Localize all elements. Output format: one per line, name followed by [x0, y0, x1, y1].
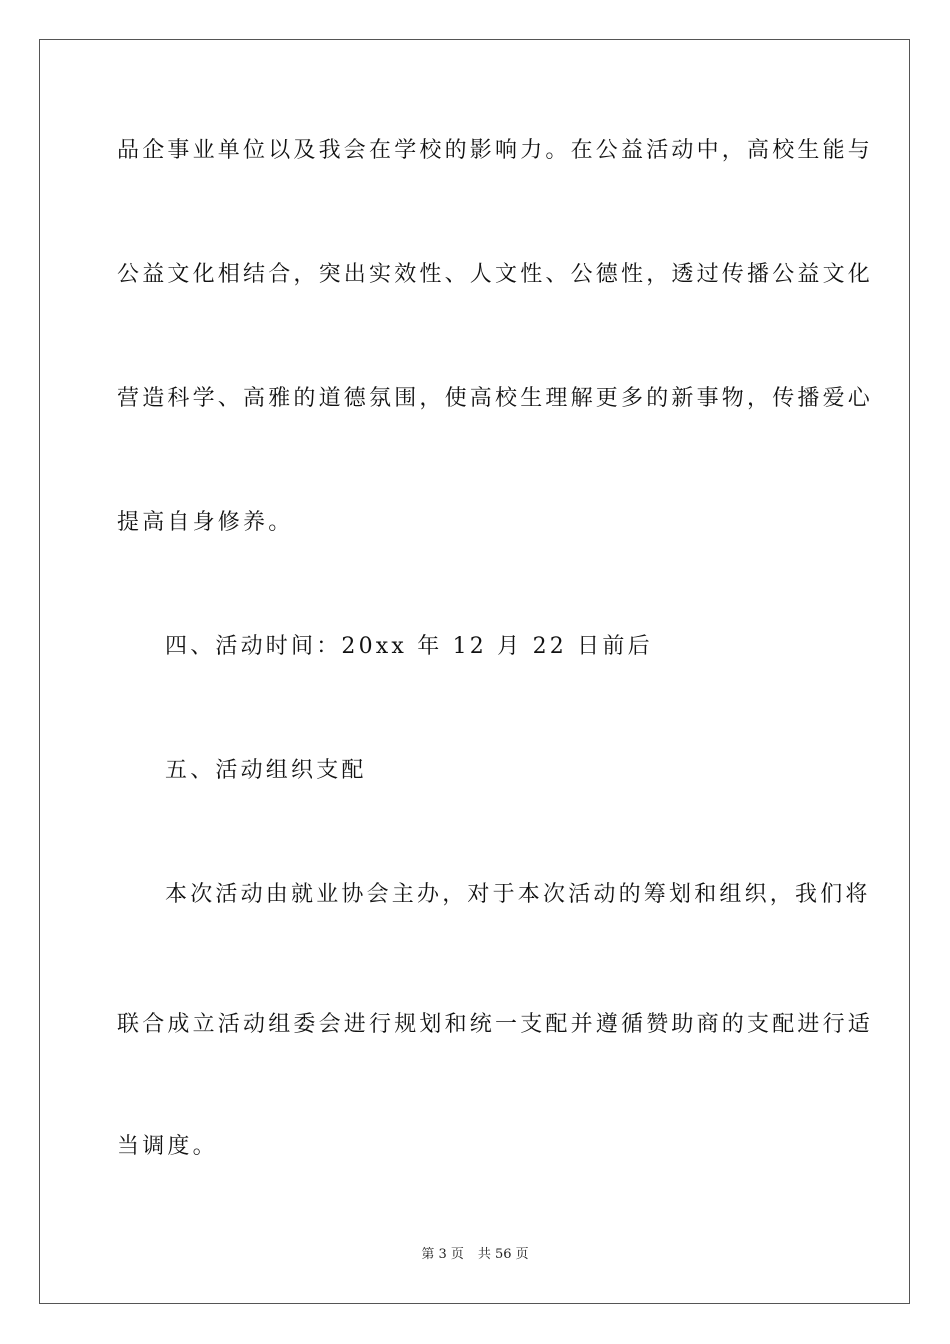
- body-line-3: 营造科学、高雅的道德氛围，使高校生理解更多的新事物，传播爱心: [117, 386, 874, 411]
- section-heading-time: 四、活动时间：20xx 年 12 月 22 日前后: [165, 634, 653, 659]
- section-heading-organization: 五、活动组织支配: [165, 758, 367, 783]
- page-footer: [0, 1247, 950, 1263]
- body-line-9: 当调度。: [117, 1134, 218, 1159]
- body-line-2: 公益文化相结合，突出实效性、人文性、公德性，透过传播公益文化: [117, 262, 874, 287]
- body-line-1: 品企事业单位以及我会在学校的影响力。在公益活动中，高校生能与: [117, 138, 874, 163]
- page-border: [39, 39, 910, 1304]
- body-line-8: 联合成立活动组委会进行规划和统一支配并遵循赞助商的支配进行适: [117, 1012, 874, 1037]
- page-total: 共 56 页: [477, 1247, 529, 1262]
- body-line-7: 本次活动由就业协会主办，对于本次活动的筹划和组织，我们将: [165, 882, 871, 907]
- page-number: 第 3 页: [421, 1247, 464, 1262]
- body-line-4: 提高自身修养。: [117, 510, 294, 535]
